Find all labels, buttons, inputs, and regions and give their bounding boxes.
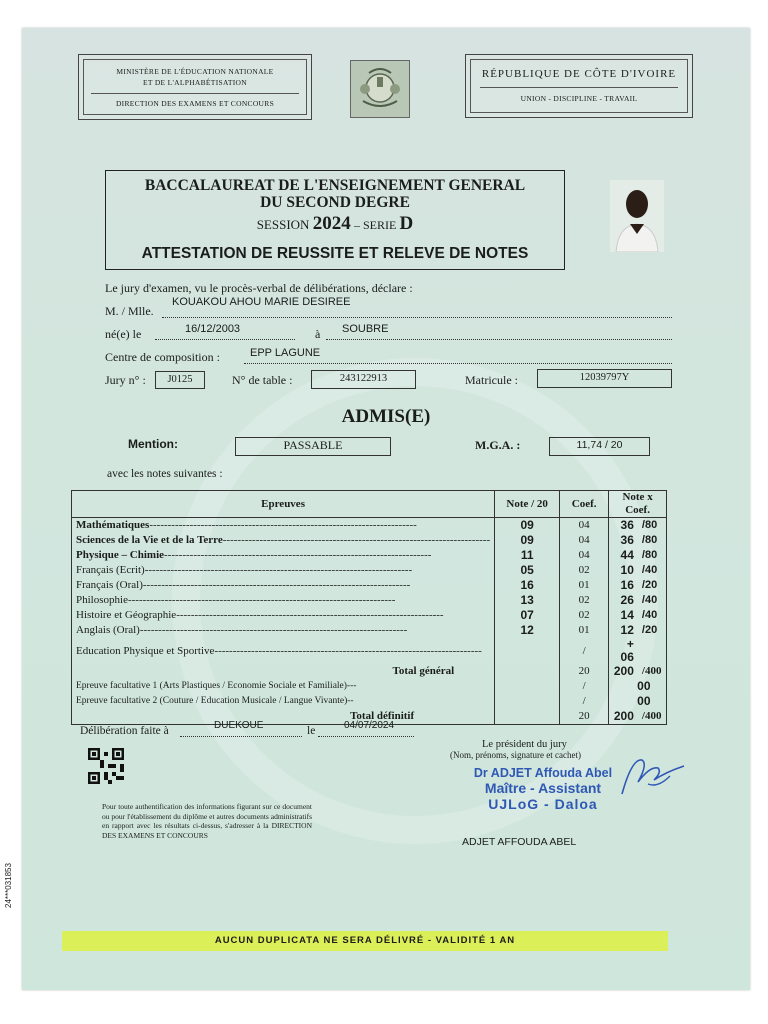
grade-weighted-text: 26 [620, 593, 634, 607]
ministry-direction: DIRECTION DES EXAMENS ET CONCOURS [115, 99, 275, 108]
grade-note [495, 578, 560, 593]
grade-coef [560, 563, 609, 578]
grade-max [638, 518, 667, 534]
grade-note-text: 12 [520, 623, 534, 637]
grade-max-text: /80 [641, 549, 658, 561]
result-status: ADMIS(E) [341, 406, 431, 427]
stamp-line1: Dr ADJET Affouda Abel [473, 766, 613, 780]
grade-subject [72, 548, 495, 563]
grade-subject-text: Physique – Chimie [76, 549, 165, 561]
grade-row [72, 608, 667, 623]
grade-weighted [609, 593, 638, 608]
grade-coef [560, 608, 609, 623]
grade-weighted-text: 16 [620, 578, 634, 592]
grade-note-text: 05 [520, 563, 534, 577]
title-attestation: ATTESTATION DE REUSSITE ET RELEVE DE NOTES [141, 245, 529, 262]
grade-max-text: /80 [641, 534, 658, 546]
stamp-line2: Maître - Assistant [484, 780, 602, 796]
grade-note-text: 11 [520, 548, 534, 562]
total-general-row [72, 664, 667, 679]
centre-value: EPP LAGUNE [250, 347, 321, 359]
grade-subject-text: Histoire et Géographie [76, 609, 177, 621]
president-subtitle: (Nom, prénoms, signature et cachet) [450, 750, 581, 760]
grade-max-text: /40 [641, 564, 658, 576]
grade-row [72, 593, 667, 608]
grade-coef [560, 533, 609, 548]
deliberation-label: Délibération faite à [80, 725, 169, 737]
grade-max [638, 638, 667, 664]
jury-intro: Le jury d'examen, vu le procès-verbal de délibérations, déclare : [105, 281, 413, 295]
grade-max [638, 578, 667, 593]
grade-weighted [609, 533, 638, 548]
grade-coef [560, 623, 609, 638]
grade-row [72, 548, 667, 563]
grade-note [495, 563, 560, 578]
grades-table [71, 490, 667, 725]
grade-max [638, 593, 667, 608]
grade-max [638, 548, 667, 563]
leader-dashes: ------------------------------------------------------------------------- [142, 579, 411, 591]
signature-icon [618, 754, 688, 805]
title-line2: DU SECOND DEGRE [260, 194, 410, 211]
grade-coef-text: 01 [578, 624, 590, 636]
serial-number: 24***031853 [4, 863, 13, 908]
centre-label: Centre de composition : [105, 350, 220, 364]
grade-coef-text: 02 [578, 594, 590, 606]
leader-dashes: ------------------------------------------------------------------------- [127, 594, 396, 606]
ministry-line1: MINISTÈRE DE L'ÉDUCATION NATIONALE [116, 67, 274, 76]
grade-subject [72, 638, 495, 664]
leader-dashes: ------------------------------------------------------------------------- [214, 644, 482, 657]
certificate-document [4, 28, 750, 990]
optional2-total: 00 [609, 694, 667, 709]
president-title: Le président du jury [482, 739, 567, 750]
grade-max-text: /40 [641, 609, 658, 621]
deliberation-date: 04/07/2024 [344, 720, 395, 731]
grade-weighted-text: 36 [620, 533, 634, 547]
grade-subject-text: Français (Oral) [76, 579, 143, 591]
grade-coef-text: 04 [578, 549, 590, 561]
leader-dashes: ------------------------------------------------------------------------- [139, 624, 408, 636]
grade-weighted-text: + 06 [620, 637, 634, 664]
grade-subject-text: Philosophie [76, 594, 128, 606]
name-label: M. / Mlle. [105, 304, 154, 318]
republic-header-box [465, 54, 693, 118]
republic-name: RÉPUBLIQUE DE CÔTE D'IVOIRE [481, 68, 677, 80]
optional1-total: 00 [609, 679, 667, 694]
candidate-name: KOUAKOU AHOU MARIE DESIREE [172, 296, 351, 308]
table-number: 243122913 [311, 370, 416, 389]
candidate-photo [610, 180, 664, 252]
grade-weighted [609, 548, 638, 563]
total-general-label: Total général [72, 664, 495, 679]
matricule-label: Matricule : [465, 373, 518, 387]
ministry-line2: ET DE L'ALPHABÉTISATION [143, 78, 247, 87]
birth-date: 16/12/2003 [185, 323, 241, 335]
grade-subject-text: Education Physique et Sportive [76, 644, 215, 657]
grade-max [638, 563, 667, 578]
grade-subject-text: Sciences de la Vie et de la Terre [76, 534, 223, 546]
grade-weighted [609, 578, 638, 593]
grade-weighted [609, 563, 638, 578]
grade-note-text: 13 [520, 593, 534, 607]
total-final-value: 200 [609, 709, 638, 725]
grade-row [72, 623, 667, 638]
born-label: né(e) le [105, 327, 142, 341]
qr-code-icon [88, 748, 124, 784]
grade-max-text: /40 [641, 594, 658, 606]
grades-body [72, 518, 667, 665]
optional2-coef: / [560, 694, 609, 709]
grade-subject-text: Français (Ecrit) [76, 564, 145, 576]
matricule-number: 12039797Y [537, 369, 672, 388]
stamp-line3: UJLoG - Daloa [488, 796, 598, 812]
birth-place: SOUBRE [342, 323, 389, 335]
total-general-value: 200 [609, 664, 638, 679]
grade-subject [72, 578, 495, 593]
leader-dashes: ------------------------------------------------------------------------- [222, 534, 491, 546]
republic-motto: UNION - DISCIPLINE - TRAVAIL [520, 94, 638, 103]
grade-weighted [609, 518, 638, 534]
session-year: 2024 [312, 213, 351, 234]
grade-coef-text: 04 [578, 519, 590, 531]
total-final-coef: 20 [560, 709, 609, 725]
col-header-coef: Coef. [560, 491, 609, 518]
grade-note [495, 608, 560, 623]
grade-weighted-text: 36 [620, 518, 634, 532]
grade-coef [560, 578, 609, 593]
grade-weighted [609, 623, 638, 638]
jury-number: J0125 [155, 371, 205, 389]
ministry-header-box [78, 54, 312, 120]
grade-weighted [609, 638, 638, 664]
grade-note-text: 09 [520, 533, 534, 547]
grade-max-text: /20 [641, 624, 658, 636]
session-line [106, 213, 564, 235]
grade-subject [72, 623, 495, 638]
grade-subject [72, 593, 495, 608]
grade-coef-text: / [582, 644, 586, 657]
grade-coef [560, 548, 609, 563]
col-header-note: Note / 20 [495, 491, 560, 518]
total-general-max: /400 [638, 664, 667, 679]
leader-dashes: ------------------------------------------------------------------------- [144, 564, 413, 576]
mga-value: 11,74 / 20 [549, 437, 650, 456]
mention-label: Mention: [128, 437, 178, 451]
grade-subject-text: Mathématiques [76, 519, 150, 531]
total-final-label: Total définitif [72, 709, 495, 725]
grade-coef [560, 638, 609, 664]
grade-weighted-text: 10 [620, 563, 634, 577]
leader-dashes: ------------------------------------------------------------------------- [149, 519, 417, 531]
grade-subject-text: Anglais (Oral) [76, 624, 140, 636]
grade-weighted-text: 14 [620, 608, 634, 622]
grade-coef [560, 518, 609, 534]
grade-note [495, 548, 560, 563]
president-name: ADJET AFFOUDA ABEL [462, 836, 577, 848]
optional2-row [72, 694, 667, 709]
grade-coef-text: 01 [578, 579, 590, 591]
grade-note [495, 638, 560, 664]
grade-coef-text: 04 [578, 534, 590, 546]
title-box [105, 170, 565, 270]
grade-subject [72, 563, 495, 578]
grade-note-text: 16 [520, 578, 534, 592]
grade-note [495, 533, 560, 548]
title-line1: BACCALAUREAT DE L'ENSEIGNEMENT GENERAL [144, 177, 526, 194]
grade-subject [72, 533, 495, 548]
grade-coef [560, 593, 609, 608]
grade-weighted-text: 44 [620, 548, 634, 562]
deliberation-place: DUEKOUE [214, 720, 264, 731]
grade-max [638, 533, 667, 548]
grade-note [495, 593, 560, 608]
col-header-weighted: Note x Coef. [609, 491, 667, 518]
date-label: le [307, 725, 316, 737]
grade-note [495, 518, 560, 534]
grade-note [495, 623, 560, 638]
leader-dashes: ------------------------------------------------------------------------- [164, 549, 432, 561]
official-stamp [468, 766, 618, 812]
grade-max [638, 623, 667, 638]
grade-note-text: 07 [520, 608, 534, 622]
serie-label: – SERIE [353, 218, 397, 232]
table-label: N° de table : [232, 373, 293, 387]
grade-coef-text: 02 [578, 609, 590, 621]
serie-value: D [399, 213, 414, 234]
session-label: SESSION [256, 217, 310, 232]
optional2-label: Epreuve facultative 2 (Couture / Education Musicale / Langue Vivante)-- [72, 694, 495, 709]
grade-weighted-text: 12 [620, 623, 634, 637]
grade-row [72, 533, 667, 548]
grade-max [638, 608, 667, 623]
grade-row [72, 563, 667, 578]
grade-subject [72, 518, 495, 534]
validity-banner: AUCUN DUPLICATA NE SERA DÉLIVRÉ - VALIDITÉ 1 AN [62, 931, 668, 951]
grade-row [72, 638, 667, 664]
leader-dashes: ------------------------------------------------------------------------- [176, 609, 444, 621]
mention-value: PASSABLE [235, 437, 391, 456]
grade-subject [72, 608, 495, 623]
at-label: à [315, 327, 321, 341]
total-final-max: /400 [638, 709, 667, 725]
col-header-subject: Epreuves [72, 491, 495, 518]
grade-row [72, 578, 667, 593]
optional1-coef: / [560, 679, 609, 694]
optional1-label: Epreuve facultative 1 (Arts Plastiques / Economie Sociale et Familiale)--- [72, 679, 495, 694]
grade-note-text: 09 [520, 518, 534, 532]
grade-row [72, 518, 667, 534]
total-general-coef: 20 [560, 664, 609, 679]
coat-of-arms-emblem [350, 60, 410, 118]
optional1-row [72, 679, 667, 694]
grade-max-text: /20 [641, 579, 658, 591]
grade-weighted [609, 608, 638, 623]
grade-coef-text: 02 [578, 564, 590, 576]
notes-intro: avec les notes suivantes : [107, 468, 223, 480]
grade-max-text: /80 [641, 519, 658, 531]
mga-label: M.G.A. : [475, 438, 521, 452]
jury-label: Jury n° : [105, 373, 146, 387]
authentication-note: Pour toute authentification des informations figurant sur ce document ou pour l'établissement du diplôme et autres documents administratifs en rapport avec les résultats ci-dessus, s'adresser à la DIRECTION DES EXAMENS ET CONCOURS [102, 802, 312, 840]
